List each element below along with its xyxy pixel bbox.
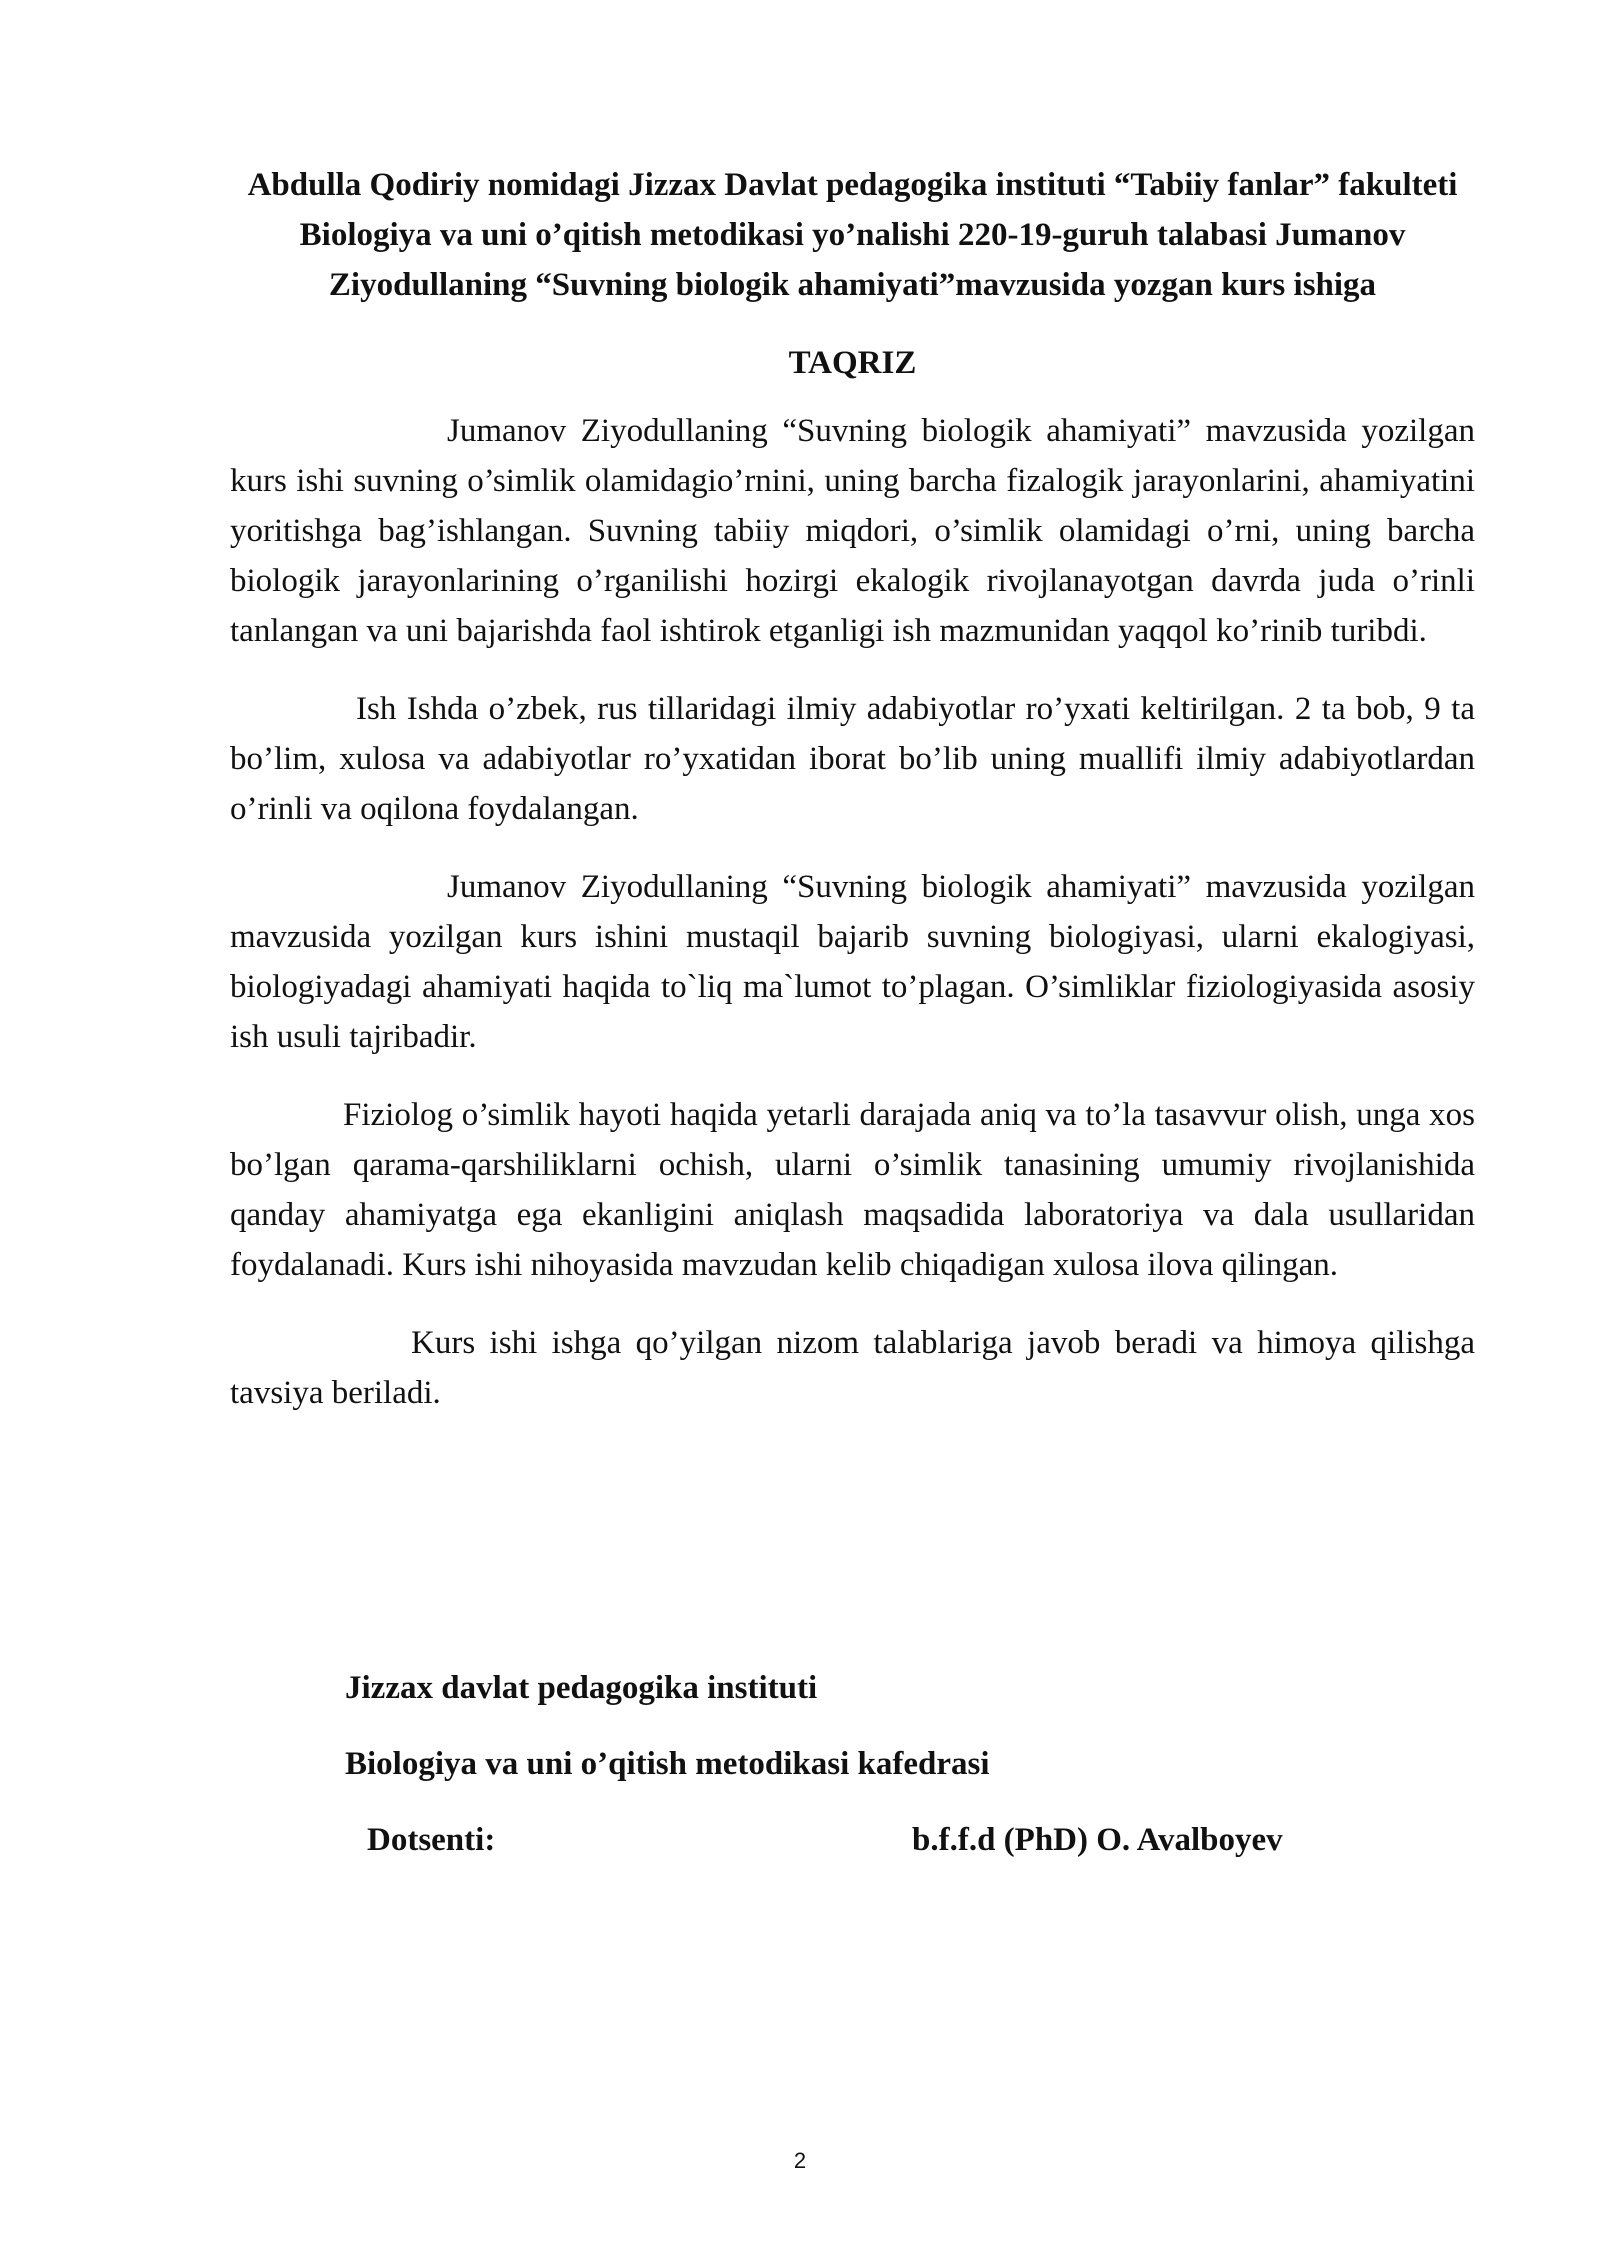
body-paragraph-1: Jumanov Ziyodullaning “Suvning biologik ahamiyati” mavzusida yozilgan kurs ishi suvning o’simlik olamidagio’rnini, uning barcha fizalogik jarayonlarini, ahamiyatini yoritishga bag’ishlangan. Suvning tabiiy miqdori, o’simlik olamidagi o’rni, uning barcha biologik jarayonlarining o’rganilishi hozirgi ekalogik rivojlanayotgan davrda juda o’rinli tanlangan va uni bajarishda faol ishtirok etganligi ish mazmunidan yaqqol ko’rinib turibdi.: [230, 413, 1475, 649]
body-paragraph-2: Ish Ishda o’zbek, rus tillaridagi ilmiy adabiyotlar ro’yxati keltirilgan. 2 ta bob, 9 ta bo’lim, xulosa va adabiyotlar ro’yxatidan iborat bo’lib uning muallifi ilmiy adabiyotlardan o’rinli va oqilona foydalangan.: [230, 691, 1475, 827]
signature-institution: Jizzax davlat pedagogika instituti: [345, 1670, 818, 1706]
signature-name: b.f.f.d (PhD) O. Avalboyev: [912, 1822, 1283, 1858]
body-paragraph-5: Kurs ishi ishga qo’yilgan nizom talablariga javob beradi va himoya qilishga tavsiya beriladi.: [230, 1325, 1475, 1411]
page-number: 2: [793, 2148, 807, 2173]
body-paragraph-3: Jumanov Ziyodullaning “Suvning biologik ahamiyati” mavzusida yozilgan mavzusida yozilgan kurs ishini mustaqil bajarib suvning biologiyasi, ularni ekalogiyasi, biologiyadagi ahamiyati haqida to`liq ma`lumot to’plagan. O’simliklar fiziologiyasida asosiy ish usuli tajribadir.: [230, 869, 1475, 1055]
signature-role: Dotsenti:: [367, 1822, 496, 1858]
signature-row: [345, 1817, 1345, 1863]
body-paragraph-4: Fiziolog o’simlik hayoti haqida yetarli darajada aniq va to’la tasavvur olish, unga xos bo’lgan qarama-qarshiliklarni ochish, ularni o’simlik tanasining umumiy rivojlanishida qanday ahamiyatga ega ekanligini aniqlash maqsadida laboratoriya va dala usullaridan foydalanadi. Kurs ishi nihoyasida mavzudan kelib chiqadigan xulosa ilova qilingan.: [230, 1097, 1475, 1283]
signature-department: Biologiya va uni o’qitish metodikasi kafedrasi: [345, 1746, 990, 1782]
document-page: [230, 160, 1475, 1446]
document-type-title: TAQRIZ: [788, 345, 917, 381]
document-heading: Abdulla Qodiriy nomidagi Jizzax Davlat pedagogika instituti “Tabiiy fanlar” fakulteti Biologiya va uni o’qitish metodikasi yo’nalishi 220-19-guruh talabasi Jumanov Ziyodullaning “Suvning biologik ahamiyati”mavzusida yozgan kurs ishiga: [247, 167, 1458, 303]
signature-block: [345, 1665, 1345, 1863]
